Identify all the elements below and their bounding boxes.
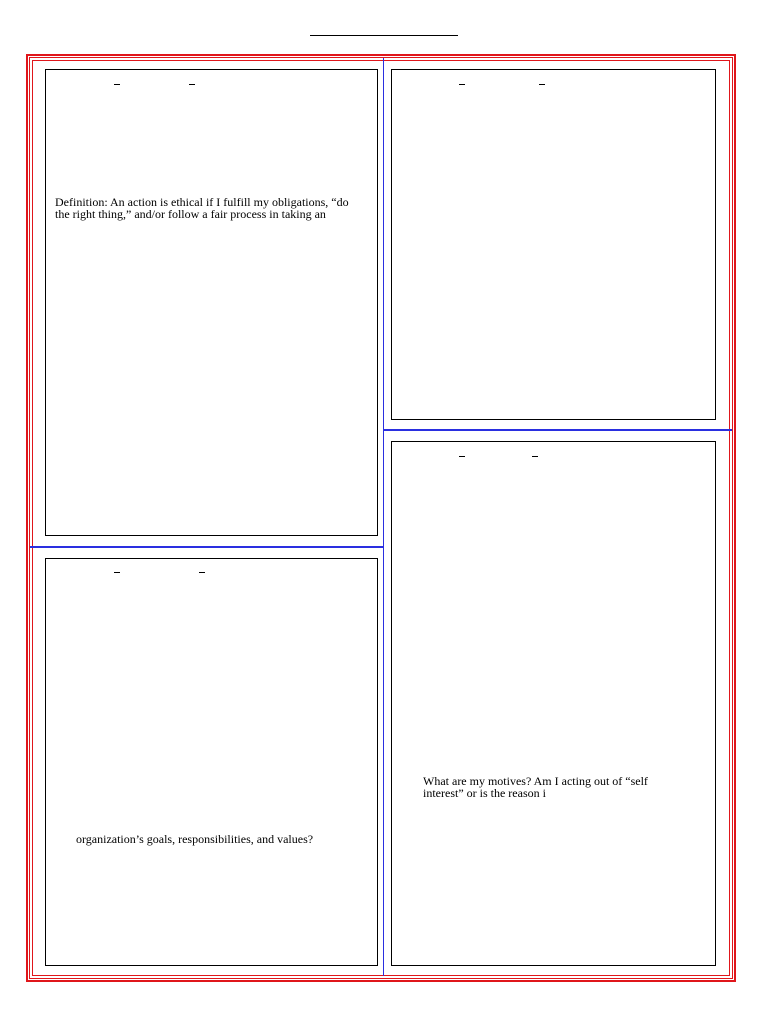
left-horizontal-divider [30,546,384,548]
header-dash-right [189,84,195,85]
title-blank-line [310,35,458,36]
header-dash-right [532,456,538,457]
header-dash-left [459,84,465,85]
right-horizontal-divider [384,429,732,431]
header-dash-right [199,572,205,573]
panel-bottom-left [45,558,378,966]
header-dash-left [114,572,120,573]
panel-bottom-right [391,441,716,966]
panel-top-right [391,69,716,420]
header-dash-right [539,84,545,85]
vertical-divider [383,58,384,976]
panel-top-left [45,69,378,536]
goals-question-text: organization’s goals, responsibilities, and values? [76,832,314,846]
motives-question-text: What are my motives? Am I acting out of “self interest” or is the reason i [423,774,648,800]
definition-text: Definition: An action is ethical if I fulfill my obligations, “do the right thing,” and/or follow a fair process in taking an [55,195,349,221]
header-dash-left [114,84,120,85]
header-dash-left [459,456,465,457]
